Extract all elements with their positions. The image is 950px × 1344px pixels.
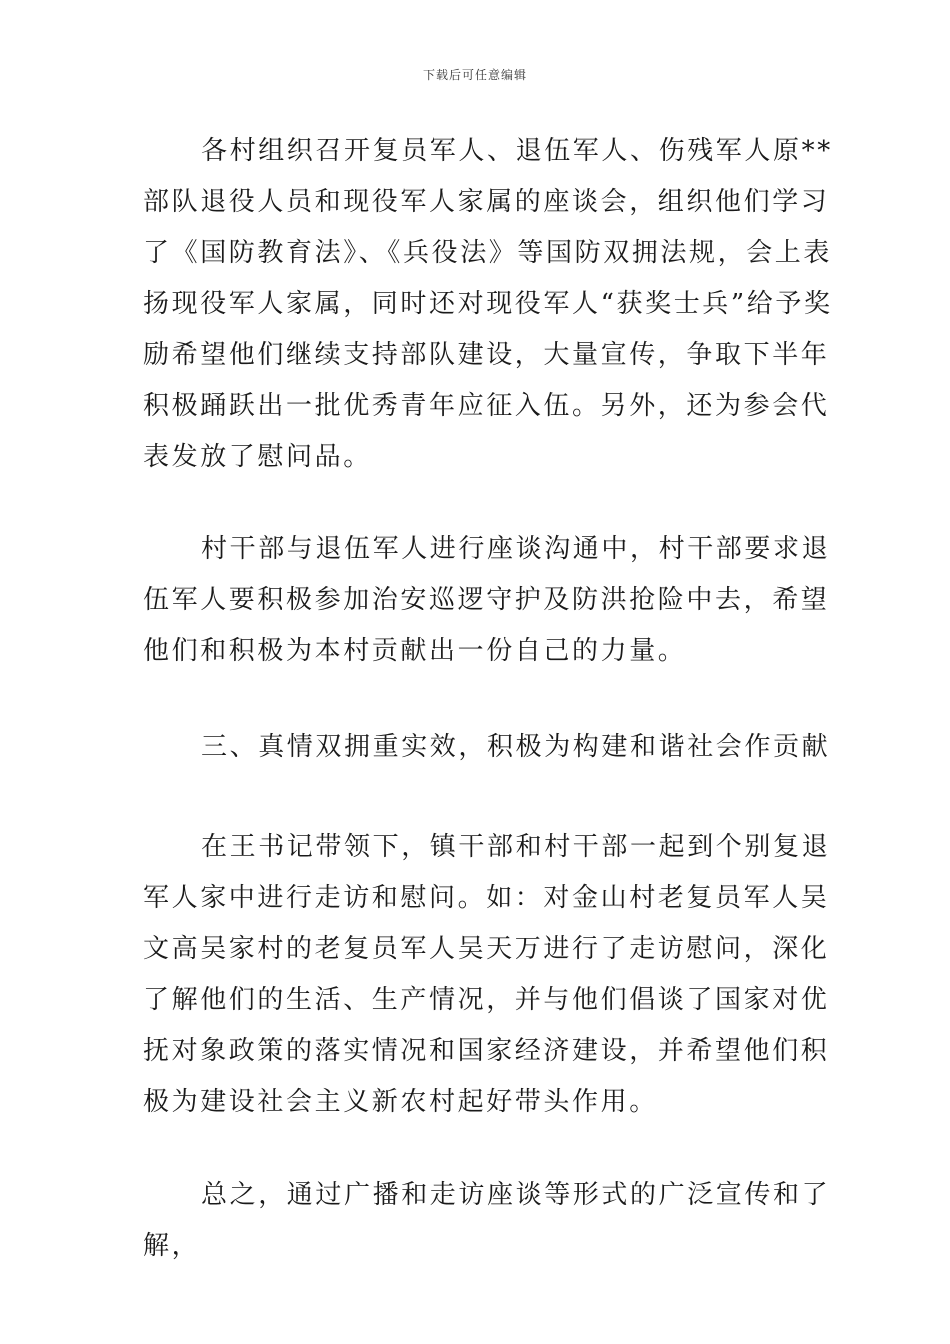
section-heading: 三、真情双拥重实效，积极为构建和谐社会作贡献 bbox=[201, 732, 831, 762]
paragraph-veterans-meeting: 各村组织召开复员军人、退伍军人、伤残军人原**部队退役人员和现役军人家属的座谈会，组织他们学习了《国防教育法》、《兵役法》等国防双拥法规，会上表扬现役军人家属，同时还对现役军人“获奖士兵”给予奖励希望他们继续支持部队建设，大量宣传，争取下半年积极踊跃出一批优秀青年应征入伍。另外，还为参会代表发放了慰问品。 bbox=[143, 136, 833, 472]
header-note: 下载后可任意编辑 bbox=[422, 68, 527, 82]
paragraph-village-cadres: 村干部与退伍军人进行座谈沟通中，村干部要求退伍军人要积极参加治安巡逻守护及防洪抢险中去，希望他们和积极为本村贡献出一份自己的力量。 bbox=[143, 534, 831, 666]
paragraph-summary: 总之，通过广播和走访座谈等形式的广泛宣传和了解， bbox=[143, 1180, 831, 1261]
paragraph-visits: 在王书记带领下，镇干部和村干部一起到个别复退军人家中进行走访和慰问。如：对金山村老复员军人吴文高吴家村的老复员军人吴天万进行了走访慰问，深化了解他们的生活、生产情况，并与他们倡谈了国家对优抚对象政策的落实情况和国家经济建设，并希望他们积极为建设社会主义新农村起好带头作用。 bbox=[143, 832, 831, 1117]
